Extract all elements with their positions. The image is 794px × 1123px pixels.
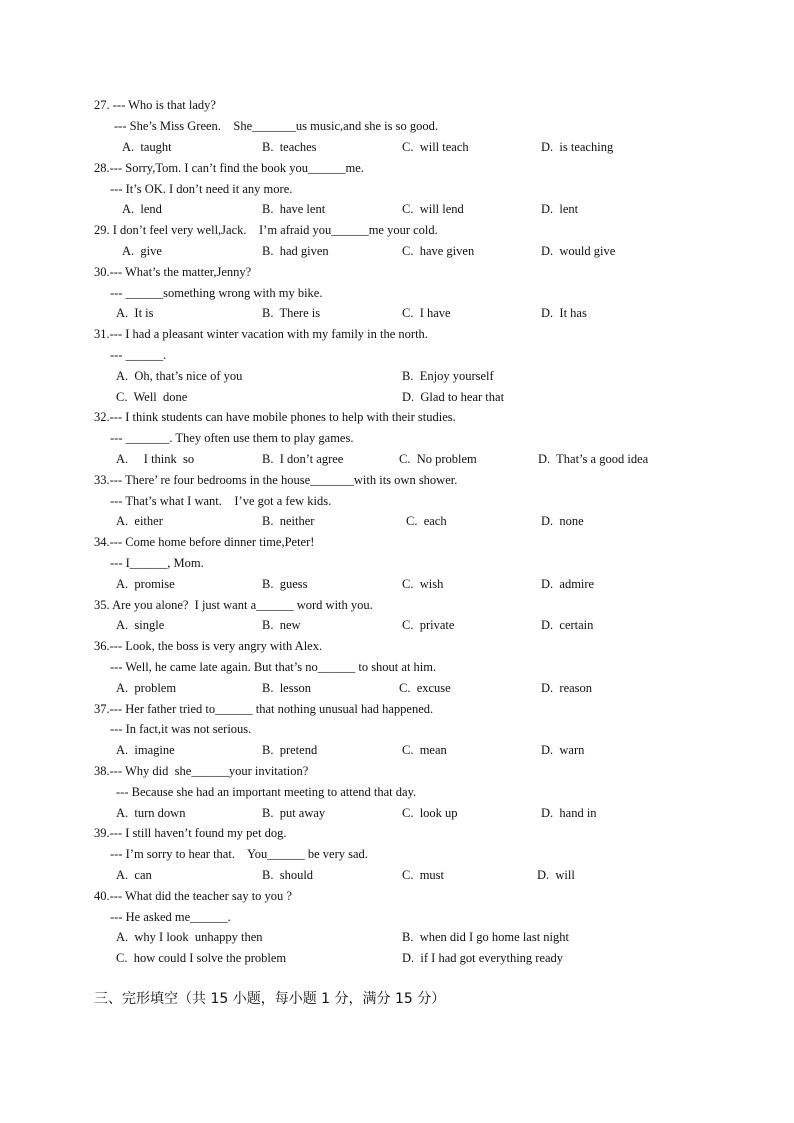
q35-option-a[interactable]: A. single [116, 618, 165, 632]
question-text: --- Look, the boss is very angry with Alex. [109, 639, 323, 653]
q36-option-a[interactable]: A. problem [116, 681, 177, 695]
question-39-line-2: --- I’m sorry to hear that. You______ be very sad. [110, 847, 368, 861]
q34-option-a[interactable]: A. promise [116, 577, 175, 591]
q34-option-c[interactable]: C. wish [402, 577, 444, 591]
q39-option-b[interactable]: B. should [262, 868, 314, 882]
question-38-line-2: --- Because she had an important meeting to attend that day. [116, 785, 417, 799]
q37-option-a[interactable]: A. imagine [116, 743, 175, 757]
q39-option-a[interactable]: A. can [116, 868, 152, 882]
question-33-line-1 [94, 473, 457, 487]
question-28-line-2: --- It’s OK. I don’t need it any more. [110, 182, 293, 196]
q34-option-b[interactable]: B. guess [262, 577, 308, 591]
q31-option-c[interactable]: C. Well done [116, 390, 188, 404]
q30-option-a[interactable]: A. It is [116, 306, 154, 320]
q32-option-a[interactable]: A. I think so [116, 452, 195, 466]
question-number: 35. [94, 598, 110, 612]
q37-option-c[interactable]: C. mean [402, 743, 447, 757]
q29-option-d[interactable]: D. would give [541, 244, 616, 258]
question-text: --- Come home before dinner time,Peter! [109, 535, 315, 549]
question-number: 28. [94, 161, 110, 175]
question-text: --- I still haven’t found my pet dog. [109, 826, 287, 840]
q36-option-d[interactable]: D. reason [541, 681, 593, 695]
question-33-line-2: --- That’s what I want. I’ve got a few kids. [110, 494, 332, 508]
q40-option-b[interactable]: B. when did I go home last night [402, 930, 569, 944]
q40-option-a[interactable]: A. why I look unhappy then [116, 930, 263, 944]
question-number: 37. [94, 702, 110, 716]
question-29-line-1 [94, 223, 438, 237]
q28-option-b[interactable]: B. have lent [262, 202, 326, 216]
q30-option-d[interactable]: D. It has [541, 306, 587, 320]
q29-option-a[interactable]: A. give [122, 244, 162, 258]
q33-option-b[interactable]: B. neither [262, 514, 315, 528]
question-number: 36. [94, 639, 110, 653]
q40-option-d[interactable]: D. if I had got everything ready [402, 951, 564, 965]
q34-option-d[interactable]: D. admire [541, 577, 595, 591]
question-text: --- What’s the matter,Jenny? [109, 265, 252, 279]
q27-option-d[interactable]: D. is teaching [541, 140, 614, 154]
q35-option-b[interactable]: B. new [262, 618, 301, 632]
question-39-line-1 [94, 826, 286, 840]
question-27-line-2: --- She’s Miss Green. She_______us music,and she is so good. [114, 119, 438, 133]
q31-option-a[interactable]: A. Oh, that’s nice of you [116, 369, 243, 383]
question-36-line-2: --- Well, he came late again. But that’s no______ to shout at him. [110, 660, 437, 674]
q32-option-c[interactable]: C. No problem [399, 452, 477, 466]
q28-option-d[interactable]: D. lent [541, 202, 579, 216]
question-number: 33. [94, 473, 110, 487]
question-number: 39. [94, 826, 110, 840]
question-text: --- I think students can have mobile phones to help with their studies. [109, 410, 456, 424]
question-text: I don’t feel very well,Jack. I’m afraid you______me your cold. [112, 223, 438, 237]
q38-option-c[interactable]: C. look up [402, 806, 458, 820]
q40-option-c[interactable]: C. how could I solve the problem [116, 951, 287, 965]
q38-option-b[interactable]: B. put away [262, 806, 326, 820]
question-30-line-2: --- ______something wrong with my bike. [110, 286, 323, 300]
question-text: Are you alone? I just want a______ word with you. [112, 598, 373, 612]
question-38-line-1 [94, 764, 308, 778]
question-34-line-2: --- I______, Mom. [110, 556, 204, 570]
question-36-line-1 [94, 639, 322, 653]
question-text: --- What did the teacher say to you ? [109, 889, 292, 903]
q36-option-c[interactable]: C. excuse [399, 681, 451, 695]
q29-option-c[interactable]: C. have given [402, 244, 475, 258]
q27-option-a[interactable]: A. taught [122, 140, 172, 154]
q27-option-b[interactable]: B. teaches [262, 140, 317, 154]
q36-option-b[interactable]: B. lesson [262, 681, 311, 695]
q39-option-c[interactable]: C. must [402, 868, 445, 882]
question-text: --- Why did she______your invitation? [109, 764, 309, 778]
question-35-line-1 [94, 598, 373, 612]
q37-option-d[interactable]: D. warn [541, 743, 585, 757]
q31-option-b[interactable]: B. Enjoy yourself [402, 369, 494, 383]
q28-option-a[interactable]: A. lend [122, 202, 162, 216]
q35-option-c[interactable]: C. private [402, 618, 455, 632]
q27-option-c[interactable]: C. will teach [402, 140, 469, 154]
question-text: --- I had a pleasant winter vacation with my family in the north. [109, 327, 428, 341]
question-text: --- Who is that lady? [112, 98, 216, 112]
question-number: 34. [94, 535, 110, 549]
q37-option-b[interactable]: B. pretend [262, 743, 318, 757]
question-40-line-1 [94, 889, 292, 903]
q33-option-c[interactable]: C. each [406, 514, 447, 528]
question-37-line-2: --- In fact,it was not serious. [110, 722, 252, 736]
question-number: 38. [94, 764, 110, 778]
question-31-line-2: --- ______. [110, 348, 167, 362]
question-text: --- Her father tried to______ that nothing unusual had happened. [109, 702, 434, 716]
question-number: 30. [94, 265, 110, 279]
question-32-line-1 [94, 410, 456, 424]
q33-option-d[interactable]: D. none [541, 514, 584, 528]
question-text: --- There’ re four bedrooms in the house_______with its own shower. [109, 473, 458, 487]
question-number: 29. [94, 223, 110, 237]
q30-option-b[interactable]: B. There is [262, 306, 321, 320]
q38-option-a[interactable]: A. turn down [116, 806, 186, 820]
question-number: 31. [94, 327, 110, 341]
question-30-line-1 [94, 265, 251, 279]
q35-option-d[interactable]: D. certain [541, 618, 594, 632]
q33-option-a[interactable]: A. either [116, 514, 163, 528]
q29-option-b[interactable]: B. had given [262, 244, 329, 258]
question-40-line-2: --- He asked me______. [110, 910, 231, 924]
question-37-line-1 [94, 702, 433, 716]
question-27-line-1 [94, 98, 216, 112]
q31-option-d[interactable]: D. Glad to hear that [402, 390, 505, 404]
question-32-line-2: --- _______. They often use them to play games. [110, 431, 354, 445]
question-number: 40. [94, 889, 110, 903]
q32-option-d[interactable]: D. That’s a good idea [538, 452, 649, 466]
q30-option-c[interactable]: C. I have [402, 306, 451, 320]
q32-option-b[interactable]: B. I don’t agree [262, 452, 344, 466]
question-number: 27. [94, 98, 110, 112]
question-34-line-1 [94, 535, 314, 549]
question-31-line-1 [94, 327, 428, 341]
section-heading: 三、完形填空（共 15 小题，每小题 1 分，满分 15 分） [94, 991, 446, 1007]
question-28-line-1 [94, 161, 364, 175]
q28-option-c[interactable]: C. will lend [402, 202, 464, 216]
q39-option-d[interactable]: D. will [537, 868, 575, 882]
q38-option-d[interactable]: D. hand in [541, 806, 597, 820]
question-text: --- Sorry,Tom. I can’t find the book you______me. [109, 161, 364, 175]
question-number: 32. [94, 410, 110, 424]
